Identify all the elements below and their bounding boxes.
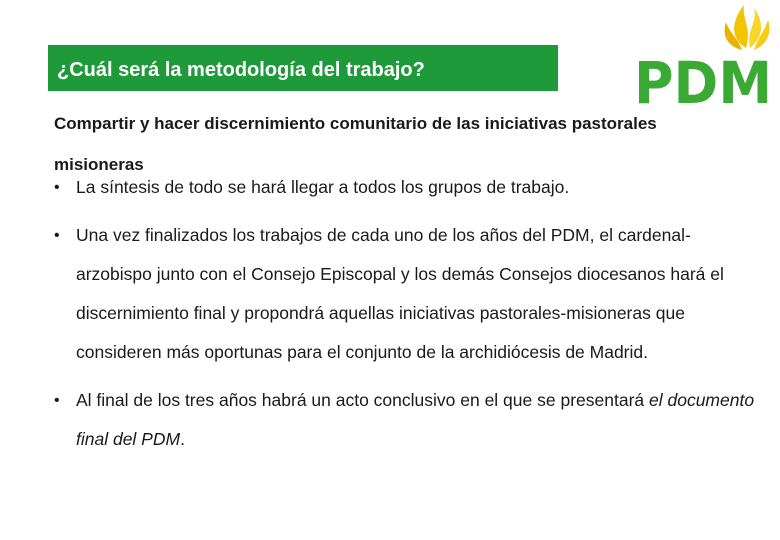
pdm-logo — [634, 0, 774, 108]
bullet-end: . — [180, 429, 185, 449]
bullet-list — [54, 168, 766, 459]
slide-title: ¿Cuál será la metodología del trabajo? — [48, 45, 558, 91]
subtitle: Compartir y hacer discernimiento comunitario de las iniciativas pastorales misioneras — [54, 114, 657, 174]
logo-text: PDM — [634, 49, 772, 108]
flame-icon — [725, 5, 770, 50]
bullet-text: Al final de los tres años habrá un acto conclusivo en el que se presentará — [76, 390, 649, 410]
bullet-item — [54, 216, 766, 372]
bullet-item — [54, 168, 766, 207]
bullet-text: La síntesis de todo se hará llegar a todos los grupos de trabajo. — [76, 177, 570, 197]
bullet-text: Una vez finalizados los trabajos de cada uno de los años del PDM, el cardenal-arzobispo junto con el Consejo Episcopal y los demás Consejos diocesanos hará el discernimiento final y propondrá aquellas iniciativas pastorales-misioneras que consideren más oportunas para el conjunto de la archidiócesis de Madrid. — [76, 225, 724, 362]
bullet-item — [54, 381, 766, 459]
bullet-italic-text: el documento final del PDM — [76, 390, 755, 449]
